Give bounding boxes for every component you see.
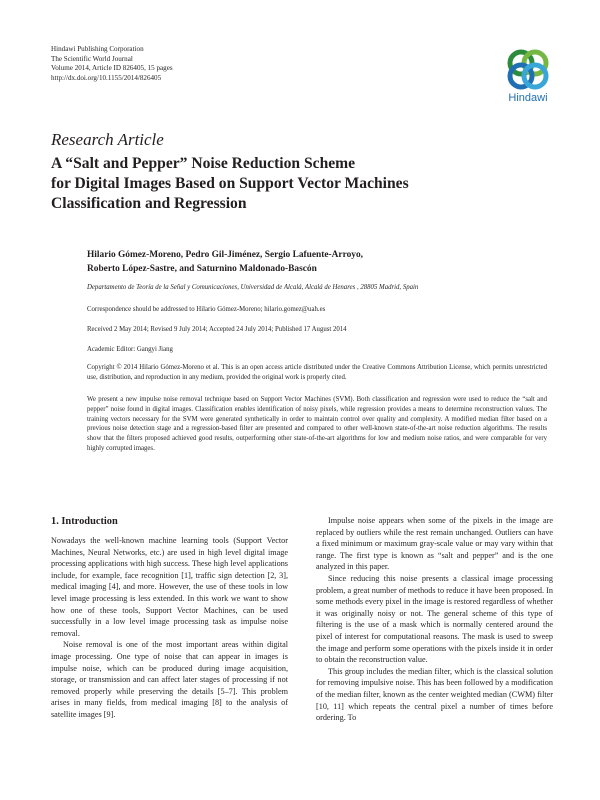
author-line: Hilario Gómez-Moreno, Pedro Gil-Jiménez, Sergio Lafuente-Arroyo,: [87, 250, 363, 260]
publication-dates: Received 2 May 2014; Revised 9 July 2014; Accepted 24 July 2014; Published 17 August 2014: [87, 326, 347, 333]
paragraph: This group includes the median filter, which is the classical solution for removing impulsive noise. This has been followed by a modification of the median filter, known as the center weighted median (CWM) filter [10, 11] which repeats the central pixel a number of times before ordering. To: [316, 666, 553, 723]
hindawi-logo: [497, 43, 559, 105]
paragraph: Nowadays the well-known machine learning tools (Support Vector Machines, Neural Networks, etc.) are used in high level digital image processing applications with high success. These high level applications include, for example, face recognition [1], traffic sign detection [2, 3], medical imaging [4], and more. However, the use of these tools in low level image processing is less extended. In this work we want to show how one of these tools, Support Vector Machines, can be used successfully in a low level image processing task as impulse noise removal.: [51, 536, 288, 638]
doi-link[interactable]: http://dx.doi.org/10.1155/2014/826405: [51, 73, 162, 82]
body-column-left: [51, 535, 288, 721]
hindawi-logo-icon: [497, 43, 559, 105]
article-type: Research Article: [51, 130, 164, 149]
paragraph: Impulse noise appears when some of the pixels in the image are replaced by outliers while the rest remain unchanged. Outliers can have a fixed minimum or maximum gray-scale value or may vary within that range. The first type is known as “salt and pepper” and is the one analyzed in this paper.: [316, 516, 553, 572]
author-line: Roberto López-Sastre, and Saturnino Maldonado-Bascón: [87, 263, 317, 274]
affiliation: Departamento de Teoría de la Señal y Comunicaciones, Universidad de Alcalá, Alcalá de Henares , 28805 Madrid, Spain: [87, 284, 419, 291]
paragraph: Noise removal is one of the most important areas within digital image processing. One type of noise that can appear in images is impulse noise, which can be produced during image acquisition, storage, or transmission and can affect later stages of processing if not removed properly while preserving the details [5–7]. This problem arises in many fields, from medical imaging [8] to the analysis of satellite images [9].: [51, 640, 288, 719]
journal-header: [51, 45, 173, 83]
paper-title: [51, 154, 521, 214]
journal-name: The Scientific World Journal: [51, 54, 133, 63]
academic-editor: Academic Editor: Gangyi Jiang: [87, 346, 173, 353]
volume-info: Volume 2014, Article ID 826405, 15 pages: [51, 64, 173, 73]
copyright-notice: Copyright © 2014 Hilario Gómez-Moreno et al. This is an open access article distributed under the Creative Commons Attribution License, which permits unrestricted use, distribution, and reproduction in any medium, provided the original work is properly cited.: [87, 364, 547, 381]
body-column-right: [316, 515, 553, 724]
logo-text: Hindawi: [508, 92, 548, 104]
correspondence: Correspondence should be addressed to Hilario Gómez-Moreno; hilario.gomez@uah.es: [87, 306, 326, 313]
author-list: [87, 249, 507, 276]
abstract: We present a new impulse noise removal technique based on Support Vector Machines (SVM). Both classification and regression were used to reduce the “salt and pepper” noise found in digital images. Classification enables identification of noisy pixels, while regression provides a means to determine reconstruction values. The training vectors necessary for the SVM were generated synthetically in order to maintain control over quality and complexity. A modified median filter based on a previous noise detection stage and a regression-based filter are presented and compared to other well-known state-of-the-art noise reduction algorithms. The results show that the filters proposed achieved good results, outperforming other state-of-the-art algorithms for low and medium noise ratios, and were comparable for very highly corrupted images.: [87, 396, 547, 452]
title-line: A “Salt and Pepper” Noise Reduction Scheme: [51, 155, 356, 172]
publisher-name: Hindawi Publishing Corporation: [51, 45, 144, 53]
title-line: for Digital Images Based on Support Vector Machines: [51, 175, 409, 192]
title-line: Classification and Regression: [51, 195, 247, 212]
section-heading: 1. Introduction: [51, 516, 118, 527]
paragraph: Since reducing this noise presents a classical image processing problem, a great number of methods to reduce it have been proposed. In some methods every pixel in the image is restored regardless of whether it was originally noisy or not. The general scheme of this type of filtering is the use of a mask which is normally centered around the pixel of interest for computational reasons. The mask is used to sweep the image and perform some operations with the pixels inside it in order to obtain the reconstruction value.: [316, 573, 553, 665]
